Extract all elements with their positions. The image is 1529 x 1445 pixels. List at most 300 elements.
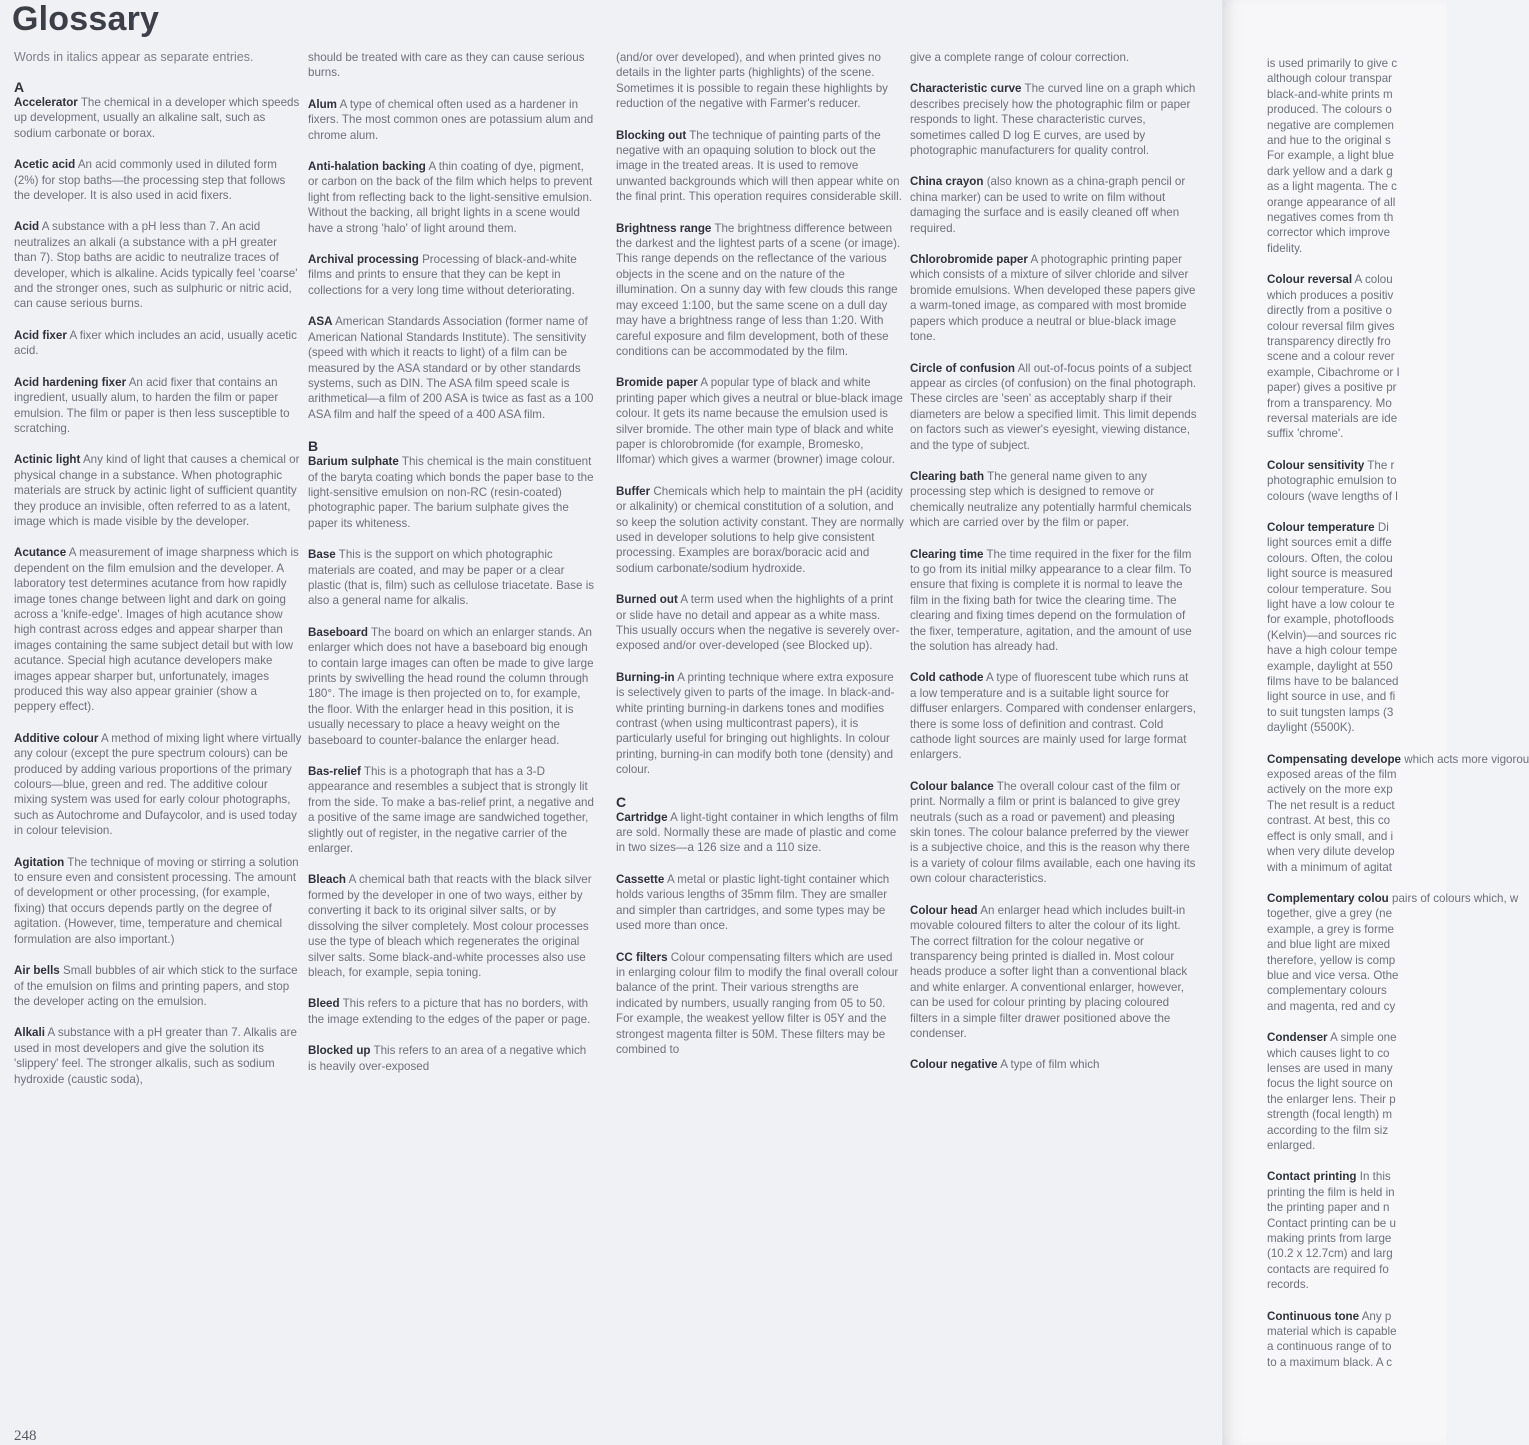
text-line — [1267, 118, 1457, 133]
line-text: with a minimum of agitat — [1267, 860, 1393, 874]
column-1 — [14, 50, 302, 1103]
column-4-entries — [910, 81, 1198, 1072]
line-text: dark yellow and a dark g — [1267, 164, 1393, 178]
text-line — [1267, 937, 1457, 952]
text-line — [1267, 1061, 1457, 1076]
text-line — [1267, 1138, 1457, 1153]
line-text: (10.2 x 12.7cm) and larg — [1267, 1247, 1393, 1261]
text-line — [1267, 520, 1457, 535]
glossary-entry — [14, 219, 302, 311]
line-text: transparency directly fro — [1267, 334, 1391, 348]
text-line — [1267, 288, 1457, 303]
line-text: have a high colour tempe — [1267, 644, 1398, 658]
glossary-term: Circle of confusion — [910, 361, 1015, 375]
glossary-definition: This is the support on which photographic materials are coated, and may be paper or a clear plastic (that is, film) such as cellulose triacetate. Base is also a general name for alkalis. — [308, 548, 595, 608]
line-text: paper) gives a positive pr — [1267, 381, 1397, 395]
glossary-term: Clearing bath — [910, 469, 985, 483]
glossary-entry — [308, 252, 596, 298]
glossary-entry — [910, 779, 1198, 887]
text-line — [1267, 1107, 1457, 1122]
glossary-entry — [308, 872, 596, 980]
glossary-term: Blocked up — [308, 1044, 371, 1058]
line-text: a continuous range of to — [1267, 1340, 1392, 1354]
text-line — [1267, 582, 1457, 597]
text-line — [1267, 1030, 1457, 1045]
text-line — [1267, 87, 1457, 102]
line-text: A simple one — [1330, 1031, 1397, 1045]
glossary-definition: A photographic printing paper which consists of a mixture of silver chloride and silver bromide emulsions. When developed these papers give a warm-toned image, as compared with most bromide papers which produce a neutral or blue-black image tone. — [910, 253, 1196, 344]
letter-heading-a: A — [14, 79, 25, 95]
letter-heading-c: C — [616, 793, 627, 810]
line-text: In this — [1359, 1170, 1391, 1184]
glossary-entry — [910, 469, 1198, 531]
glossary-definition: A light-tight container in which lengths of film are sold. Normally these are made of plastic and come in two sizes—a 126 size and a 110 size. — [616, 810, 899, 855]
glossary-term: Colour negative — [910, 1058, 998, 1072]
text-line — [1267, 334, 1457, 349]
glossary-entry — [616, 484, 904, 576]
glossary-entry — [14, 545, 302, 714]
line-text: blue and vice versa. Othe — [1267, 968, 1399, 982]
text-line — [1267, 798, 1457, 813]
glossary-definition: The general name given to any processing step which is designed to remove or chemically neutralize any potentially harmful chemicals which are carried over by the film or paper. — [910, 469, 1192, 530]
glossary-term: Burning-in — [616, 670, 675, 684]
text-line — [1267, 968, 1457, 983]
line-text: corrector which improve — [1267, 226, 1391, 240]
text-line — [1267, 1355, 1457, 1370]
text-line — [1267, 752, 1529, 767]
glossary-definition: A substance with a pH less than 7. An acid neutralizes an alkali (a substance with a pH greater than 7). Stop baths are acidic to neutralize traces of developer, which is alkaline. Acids typically feel 'coarse' and the stronger ones, such as sulphuric or nitric acid, can cause serious burns. — [14, 220, 298, 311]
glossary-entry — [14, 452, 302, 529]
glossary-entry — [308, 1043, 596, 1074]
glossary-entry — [910, 670, 1198, 762]
text-line — [1267, 1185, 1457, 1200]
glossary-term: Condenser — [1267, 1031, 1328, 1045]
letter-heading-b: B — [308, 438, 319, 455]
glossary-term: Acid — [14, 220, 40, 234]
text-line — [1267, 1216, 1457, 1231]
glossary-definition: The overall colour cast of the film or print. Normally a film or print is balanced to give grey neutrals (such as a road or pavement) and pleasing skin tones. The colour balance preferred by the viewer is a subjective choice, and this is the reason why there is a variety of colour films available, each one having its own colour characteristics. — [910, 779, 1196, 886]
line-text: records. — [1267, 1278, 1309, 1292]
glossary-entry — [910, 1057, 1198, 1072]
column-3 — [616, 50, 904, 1073]
text-line — [1267, 426, 1457, 441]
glossary-term: Bromide paper — [616, 376, 698, 390]
line-text: and blue light are mixed — [1267, 938, 1391, 952]
glossary-entry — [616, 592, 904, 654]
page-number: 248 — [14, 1428, 37, 1444]
glossary-entry — [14, 375, 302, 437]
text-line — [1267, 659, 1457, 674]
line-text: example, daylight at 550 — [1267, 659, 1393, 673]
line-text: effect is only small, and i — [1267, 829, 1394, 843]
glossary-definition: Colour compensating filters which are used in enlarging colour film to modify the final overall colour balance of the print. Their various strengths are indicated by numbers, usually ranging from 05 to 50. For example, the weakest yellow filter is 05Y and the strongest magenta filter is 50M. These filters may be combined to — [616, 950, 899, 1056]
glossary-entry — [910, 361, 1198, 453]
text-line — [1267, 148, 1457, 163]
glossary-term: Burned out — [616, 593, 678, 607]
text-line — [1267, 458, 1457, 473]
line-text: orange appearance of all — [1267, 195, 1396, 209]
text-line — [1267, 1076, 1457, 1091]
glossary-term: Cartridge — [616, 810, 668, 824]
text-line — [1267, 303, 1457, 318]
line-text: which produces a positiv — [1267, 288, 1394, 302]
glossary-entry — [308, 454, 596, 531]
glossary-entry — [308, 97, 596, 143]
line-text: complementary colours — [1267, 984, 1387, 998]
glossary-definition: The curved line on a graph which describes precisely how the photographic film or paper responds to light. These characteristic curves, sometimes called D log E curves, are used by photographic manufacturers for quality control. — [910, 82, 1196, 158]
right-column — [1267, 56, 1529, 1386]
column-4 — [910, 50, 1198, 1089]
glossary-definition: The technique of moving or stirring a solution to ensure even and consistent processing. The amount of development or other processing, (for example, fixing) that occurs depends partly on the degree of agitation. (However, time, temperature and chemical formulation are also important.) — [14, 855, 299, 946]
line-text: A colou — [1354, 273, 1393, 287]
glossary-entry-partial — [1267, 56, 1457, 256]
line-text: light have a low colour te — [1267, 598, 1395, 611]
text-line — [1267, 272, 1457, 287]
glossary-term: Chlorobromide paper — [910, 253, 1028, 267]
glossary-term: Bleach — [308, 873, 347, 887]
line-text: colour temperature. Sou — [1267, 582, 1392, 596]
glossary-entry-partial — [1267, 520, 1457, 736]
glossary-definition: American Standards Association (former name of American National Standards Institute). The sensitivity (speed with which it reacts to light) of a film can be measured by the ASA standard or by other standards systems, such as DIN. The ASA film speed scale is arithmetical—a film of 200 ASA is twice as fast as a 100 ASA film and half the speed of a 400 ASA film. — [308, 315, 594, 421]
text-line — [1267, 597, 1457, 612]
column-2 — [308, 50, 596, 1090]
glossary-entry — [910, 903, 1198, 1042]
line-text: when very dilute develop — [1267, 845, 1395, 859]
glossary-definition: A printing technique where extra exposure is selectively given to parts of the image. In black-and-white printing burning-in darkens tones and modifies contrast (when using multicontrast papers), it is particularly useful for bringing out highlights. In colour printing, burning-in can modify both tone (density) and colour. — [616, 670, 895, 777]
text-line — [1267, 225, 1457, 240]
glossary-entry — [616, 375, 904, 467]
glossary-definition: Chemicals which help to maintain the pH (acidity or alkalinity) or chemical constitution of a solution, and so keep the solution activity constant. They are normally used in developer solutions to help give consistent processing. Examples are borax/boracic acid and sodium carbonate/sodium hydroxide. — [616, 484, 904, 575]
glossary-definition: A fixer which includes an acid, usually acetic acid. — [14, 328, 297, 358]
line-text: For example, a light blue — [1267, 149, 1394, 163]
glossary-term: Colour balance — [910, 779, 994, 793]
glossary-definition: A type of film which — [1000, 1058, 1100, 1072]
text-line — [1267, 844, 1457, 859]
text-line — [1267, 241, 1457, 256]
glossary-entry — [14, 328, 302, 359]
text-line — [1267, 365, 1457, 380]
line-text: Any p — [1361, 1309, 1392, 1323]
column-2-entries-a — [308, 97, 596, 422]
glossary-term: Agitation — [14, 855, 65, 869]
continued-text: should be treated with care as they can cause serious burns. — [308, 51, 585, 80]
line-text: negatives comes from th — [1267, 211, 1394, 225]
glossary-term: Additive colour — [14, 731, 99, 745]
glossary-entry — [14, 157, 302, 203]
text-line — [1267, 674, 1457, 689]
column-1-entries — [14, 95, 302, 1087]
glossary-term: Bas-relief — [308, 765, 361, 779]
glossary-term: Alkali — [14, 1026, 45, 1040]
line-text: scene and a colour rever — [1267, 350, 1395, 364]
text-line — [1267, 1123, 1457, 1138]
glossary-term: Blocking out — [616, 128, 687, 142]
glossary-entry — [14, 1025, 302, 1087]
text-line — [1267, 396, 1457, 411]
continued-text: (and/or over developed), and when printed gives no details in the lighter parts (highlights) of the scene. Sometimes it is possible to regain these highlights by reduction of the negative with Farmer's reducer. — [616, 51, 888, 111]
line-text: contacts are required fo — [1267, 1262, 1389, 1276]
line-text: therefore, yellow is comp — [1267, 953, 1396, 967]
glossary-term: Baseboard — [308, 625, 368, 639]
column-3-entries-c — [616, 810, 904, 1058]
text-line — [1267, 1169, 1457, 1184]
glossary-entry-partial — [1267, 891, 1519, 1014]
glossary-definition: (also known as a china-graph pencil or china marker) can be used to write on film without damaging the surface and is easily cleaned off when required. — [910, 175, 1186, 235]
line-text: Di — [1377, 520, 1389, 534]
text-line — [1267, 1339, 1457, 1354]
glossary-entry — [616, 670, 904, 778]
glossary-term: Colour head — [910, 903, 978, 917]
glossary-definition: A measurement of image sharpness which is dependent on the film emulsion and the developer. A laboratory test determines acutance from how rapidly image tones change between light and dark on going across a 'knife-edge'. Images of high acutance show high contrast across edges and appear sharper than images containing the same subject detail but with low acutance. Special high acutance developers make images appear sharper but, unfortunately, images produced this way also appear grainier (show a peppery effect). — [14, 546, 299, 714]
line-text: contrast. At best, this co — [1267, 814, 1391, 828]
text-line — [1267, 628, 1457, 643]
glossary-definition: An acid fixer that contains an ingredient, usually alum, to harden the film or paper emulsion. The film or paper is then less susceptible to scratching. — [14, 375, 290, 435]
line-text: directly from a positive o — [1267, 304, 1393, 318]
glossary-definition: The board on which an enlarger stands. An enlarger which does not have a baseboard big enough to contain large images can often be made to give large prints by swivelling the head round the column through 180°. The image is then projected on to, for example, the floor. With the enlarger head in this position, it is usually necessary to place a heavy weight on the baseboard to counter-balance the enlarger head. — [308, 625, 594, 747]
glossary-term: Acetic acid — [14, 158, 76, 172]
glossary-term: Brightness range — [616, 221, 712, 235]
line-text: the printing paper and n — [1267, 1201, 1390, 1215]
text-line — [1267, 566, 1457, 581]
column-3-entries-b — [616, 128, 904, 778]
glossary-term: Contact printing — [1267, 1170, 1357, 1184]
glossary-term: Archival processing — [308, 253, 419, 267]
line-text: example, Cibachrome or I — [1267, 365, 1400, 379]
glossary-entry — [910, 252, 1198, 344]
text-line — [1267, 860, 1457, 875]
text-line — [1267, 643, 1457, 658]
text-line — [1267, 1092, 1457, 1107]
line-text: negative are complemen — [1267, 118, 1394, 132]
line-text: printing the film is held in — [1267, 1185, 1395, 1199]
glossary-definition: A method of mixing light where virtually any colour (except the pure spectrum colours) can be produced by adding various proportions of the primary colours—blue, green and red. The additive colour mixing system was used for early colour photographs, such as Autochrome and Dufaycolor, and is used today in colour television. — [14, 731, 302, 838]
text-line — [1267, 1324, 1457, 1339]
line-text: light source is measured — [1267, 567, 1393, 581]
line-text: according to the film siz — [1267, 1123, 1389, 1137]
line-text: to a maximum black. A c — [1267, 1355, 1393, 1369]
glossary-term: Alum — [308, 97, 337, 111]
line-text: light source in use, and fi — [1267, 690, 1396, 704]
glossary-term: Complementary colou — [1267, 891, 1389, 905]
glossary-term: Buffer — [616, 484, 651, 498]
glossary-term: Base — [308, 548, 336, 562]
line-text: The net result is a reduct — [1267, 798, 1395, 812]
text-line — [1267, 999, 1457, 1014]
glossary-term: Colour reversal — [1267, 273, 1353, 287]
glossary-definition: A type of fluorescent tube which runs at a low temperature and is a suitable light source for diffuser enlargers. Compared with condenser enlargers, there is some loss of definition and contrast. Cold cathode light sources are mainly used for large format enlargers. — [910, 671, 1196, 762]
glossary-term: Anti-halation backing — [308, 160, 426, 174]
glossary-definition: Any kind of light that causes a chemical or physical change in a substance. When photographic materials are struck by actinic light of sufficient quantity they produce an invisible, often referred to as a latent, image which is made visible by the developer. — [14, 453, 300, 528]
glossary-definition: Small bubbles of air which stick to the surface of the emulsion on films and printing papers, and stop the developer acting on the emulsion. — [14, 964, 298, 1008]
text-line — [1267, 767, 1457, 782]
glossary-term: Colour temperature — [1267, 520, 1375, 534]
text-line — [1267, 983, 1457, 998]
line-text: which causes light to co — [1267, 1046, 1390, 1060]
text-line — [1267, 473, 1457, 488]
line-text: lenses are used in many — [1267, 1061, 1393, 1075]
text-line — [1267, 612, 1457, 627]
glossary-definition: The technique of painting parts of the negative with an opaquing solution to block out the image in the treated areas. It is used to remove unwanted backgrounds which will then appear white on the final print. This operation requires considerable skill. — [616, 128, 902, 204]
glossary-term: Colour sensitivity — [1267, 458, 1365, 472]
line-text: (Kelvin)—and sources ric — [1267, 628, 1397, 642]
glossary-entry-partial — [1267, 272, 1457, 441]
line-text: strength (focal length) m — [1267, 1108, 1393, 1122]
line-text: films have to be balanced — [1267, 675, 1399, 689]
glossary-term: Continuous tone — [1267, 1309, 1360, 1323]
glossary-definition: A popular type of black and white printing paper which gives a neutral or blue-black image colour. It gets its name because the emulsion used is silver bromide. The other main type of black and white paper is chlorobromide (for example, Bromesko, Ilfomar) which gives a warmer (browner) image colour. — [616, 376, 903, 467]
text-line — [1267, 71, 1457, 86]
line-text: actively on the more exp — [1267, 783, 1393, 797]
line-text: pairs of colours which, w — [1392, 891, 1519, 905]
glossary-term: Cassette — [616, 872, 665, 886]
glossary-definition: This chemical is the main constituent of the baryta coating which bonds the paper base to the light-sensitive emulsion on non-RC (resin-coated) photographic paper. The barium sulphate gives the paper its whiteness. — [308, 455, 594, 530]
text-line — [1267, 1046, 1457, 1061]
glossary-term: Acutance — [14, 546, 67, 560]
glossary-term: Acid fixer — [14, 328, 67, 342]
line-text: exposed areas of the film — [1267, 768, 1397, 782]
line-text: making prints from large — [1267, 1232, 1392, 1246]
glossary-term: Bleed — [308, 997, 340, 1011]
glossary-term: Clearing time — [910, 547, 984, 561]
line-text: and hue to the original s — [1267, 134, 1391, 148]
glossary-entry — [910, 547, 1198, 655]
text-line — [1267, 489, 1457, 504]
line-text: focus the light source on — [1267, 1077, 1393, 1091]
line-text: as a light magenta. The c — [1267, 180, 1397, 194]
text-line — [1267, 1309, 1457, 1324]
text-line — [1267, 535, 1457, 550]
glossary-term: Actinic light — [14, 453, 81, 467]
glossary-definition: A metal or plastic light-tight container which holds various lengths of 35mm film. They are smaller and simpler than cartridges, and some types may be used more than once. — [616, 872, 890, 933]
glossary-definition: The brightness difference between the darkest and the lightest parts of a scene (or image). This range depends on the reflectance of the various objects in the scene and on the nature of the illumination. On a sunny day with few clouds this range may exceed 1:100, but the same scene on a dull day may have a brightness range of less than 1:20. With careful exposure and film development, both of these conditions can be accommodated by the film. — [616, 221, 901, 358]
glossary-entry — [14, 963, 302, 1009]
glossary-entry — [14, 95, 302, 141]
text-line — [1267, 179, 1457, 194]
glossary-entry — [308, 625, 596, 748]
glossary-intro: Words in italics appear as separate entries. — [14, 50, 254, 64]
line-text: from a transparency. Mo — [1267, 396, 1392, 410]
line-text: example, a grey is forme — [1267, 922, 1394, 936]
text-line — [1267, 56, 1457, 71]
glossary-term: Cold cathode — [910, 671, 984, 685]
glossary-definition: All out-of-focus points of a subject appear as circles (of confusion) on the final photograph. These circles are 'seen' as acceptably sharp if their diameters are below a specified limit. This limit depends on factors such as viewer's eyesight, viewing distance, and the type of subject. — [910, 361, 1197, 452]
text-line — [1267, 782, 1457, 797]
line-text: The r — [1367, 458, 1395, 472]
glossary-definition: A substance with a pH greater than 7. Alkalis are used in most developers and give the solution its 'slippery' feel. The stronger alkalis, such as sodium hydroxide (caustic soda), — [14, 1026, 297, 1086]
line-text: which acts more vigorou — [1404, 752, 1529, 766]
column-2-entries-b — [308, 454, 596, 1074]
text-line — [1267, 195, 1457, 210]
page-title: Glossary — [12, 0, 160, 38]
text-line — [1267, 813, 1457, 828]
glossary-definition: This refers to an area of a negative which is heavily over-exposed — [308, 1044, 587, 1073]
line-text: for example, photofloods — [1267, 613, 1394, 627]
text-line — [1267, 1200, 1457, 1215]
glossary-entry — [616, 950, 904, 1058]
text-line — [1267, 705, 1457, 720]
text-line — [1267, 720, 1457, 735]
glossary-definition: This refers to a picture that has no borders, with the image extending to the edges of the paper or page. — [308, 997, 591, 1026]
glossary-term: Compensating develope — [1267, 752, 1401, 766]
right-page — [1222, 0, 1529, 1445]
text-line — [1267, 380, 1457, 395]
text-line — [1267, 102, 1457, 117]
glossary-definition: This is a photograph that has a 3-D appearance and resembles a subject that is strongly lit from the side. To make a bas-relief print, a negative and a positive of the same image are sandwiched together, slightly out of register, in the negative carrier of the enlarger. — [308, 765, 594, 856]
glossary-entry — [616, 872, 904, 934]
glossary-entry — [616, 810, 904, 856]
text-line — [1267, 164, 1457, 179]
line-text: to suit tungsten lamps (3 — [1267, 705, 1394, 719]
glossary-entry — [308, 314, 596, 422]
text-line — [1267, 319, 1457, 334]
line-text: enlarged. — [1267, 1139, 1316, 1152]
line-text: is used primarily to give c — [1267, 57, 1398, 70]
glossary-term: Acid hardening fixer — [14, 375, 127, 389]
glossary-entry-partial — [1267, 1030, 1457, 1153]
line-text: although colour transpar — [1267, 72, 1393, 86]
text-line — [1267, 551, 1457, 566]
glossary-entry — [910, 81, 1198, 158]
glossary-entry — [308, 547, 596, 609]
line-text: colour reversal film gives — [1267, 319, 1395, 333]
text-line — [1267, 349, 1457, 364]
text-line — [1267, 891, 1519, 906]
glossary-term: Accelerator — [14, 96, 78, 109]
glossary-entry-partial — [1267, 458, 1457, 504]
line-text: fidelity. — [1267, 241, 1303, 255]
glossary-entry — [616, 128, 904, 205]
glossary-entry-partial — [1267, 752, 1529, 875]
text-line — [1267, 906, 1457, 921]
line-text: black-and-white prints m — [1267, 87, 1393, 101]
text-line — [1267, 210, 1457, 225]
glossary-entry — [308, 764, 596, 856]
glossary-definition: An enlarger head which includes built-in movable coloured filters to alter the colour of its light. The correct filtration for the colour negative or transparency being printed is dialled in. Most colour heads produce a softer light than a conventional black and white enlarger. A conventional enlarger, however, can be used for colour printing by placing coloured filters in a simple filter drawer positioned above the condenser. — [910, 903, 1188, 1040]
glossary-definition: Processing of black-and-white films and prints to ensure that they can be kept in collections for a very long time without deteriorating. — [308, 253, 577, 297]
line-text: daylight (5500K). — [1267, 721, 1355, 735]
glossary-term: CC filters — [616, 950, 668, 964]
glossary-entry — [616, 221, 904, 360]
glossary-entry-partial — [1267, 1169, 1457, 1292]
line-text: the enlarger lens. Their p — [1267, 1092, 1396, 1106]
text-line — [1267, 1231, 1457, 1246]
line-text: suffix 'chrome'. — [1267, 427, 1344, 441]
glossary-entry-partial — [1267, 1309, 1457, 1371]
line-text: colours. Often, the colou — [1267, 551, 1393, 565]
glossary-definition: A thin coating of dye, pigment, or carbon on the back of the film which helps to prevent light from reflecting back to the light-sensitive emulsion. Without the backing, all bright lights in a scene would have a strong 'halo' of light around them. — [308, 160, 593, 235]
line-text: material which is capable — [1267, 1325, 1397, 1339]
glossary-entry — [308, 159, 596, 236]
text-line — [1267, 411, 1457, 426]
line-text: colours (wave lengths of l — [1267, 489, 1398, 503]
line-text: reversal materials are ide — [1267, 411, 1398, 425]
glossary-entry — [14, 855, 302, 947]
text-line — [1267, 133, 1457, 148]
glossary-term: Air bells — [14, 964, 60, 978]
text-line — [1267, 689, 1457, 704]
glossary-definition: The chemical in a developer which speeds up development, usually an alkaline salt, such as sodium carbonate or borax. — [14, 96, 300, 140]
text-line — [1267, 922, 1457, 937]
text-line — [1267, 1277, 1457, 1292]
glossary-definition: An acid commonly used in diluted form (2%) for stop baths—the processing step that follows the developer. It is also used in acid fixers. — [14, 158, 286, 203]
glossary-definition: A term used when the highlights of a print or slide have no detail and appear as a white mass. This usually occurs when the negative is severely over-exposed and/or over-developed (see Blocked up). — [616, 593, 900, 653]
text-line — [1267, 829, 1457, 844]
line-text: Contact printing can be u — [1267, 1216, 1396, 1230]
glossary-entry — [14, 731, 302, 839]
glossary-definition: A type of chemical often used as a hardener in fixers. The most common ones are potassium alum and chrome alum. — [308, 97, 594, 142]
text-line — [1267, 1246, 1457, 1261]
glossary-entry — [910, 174, 1198, 236]
